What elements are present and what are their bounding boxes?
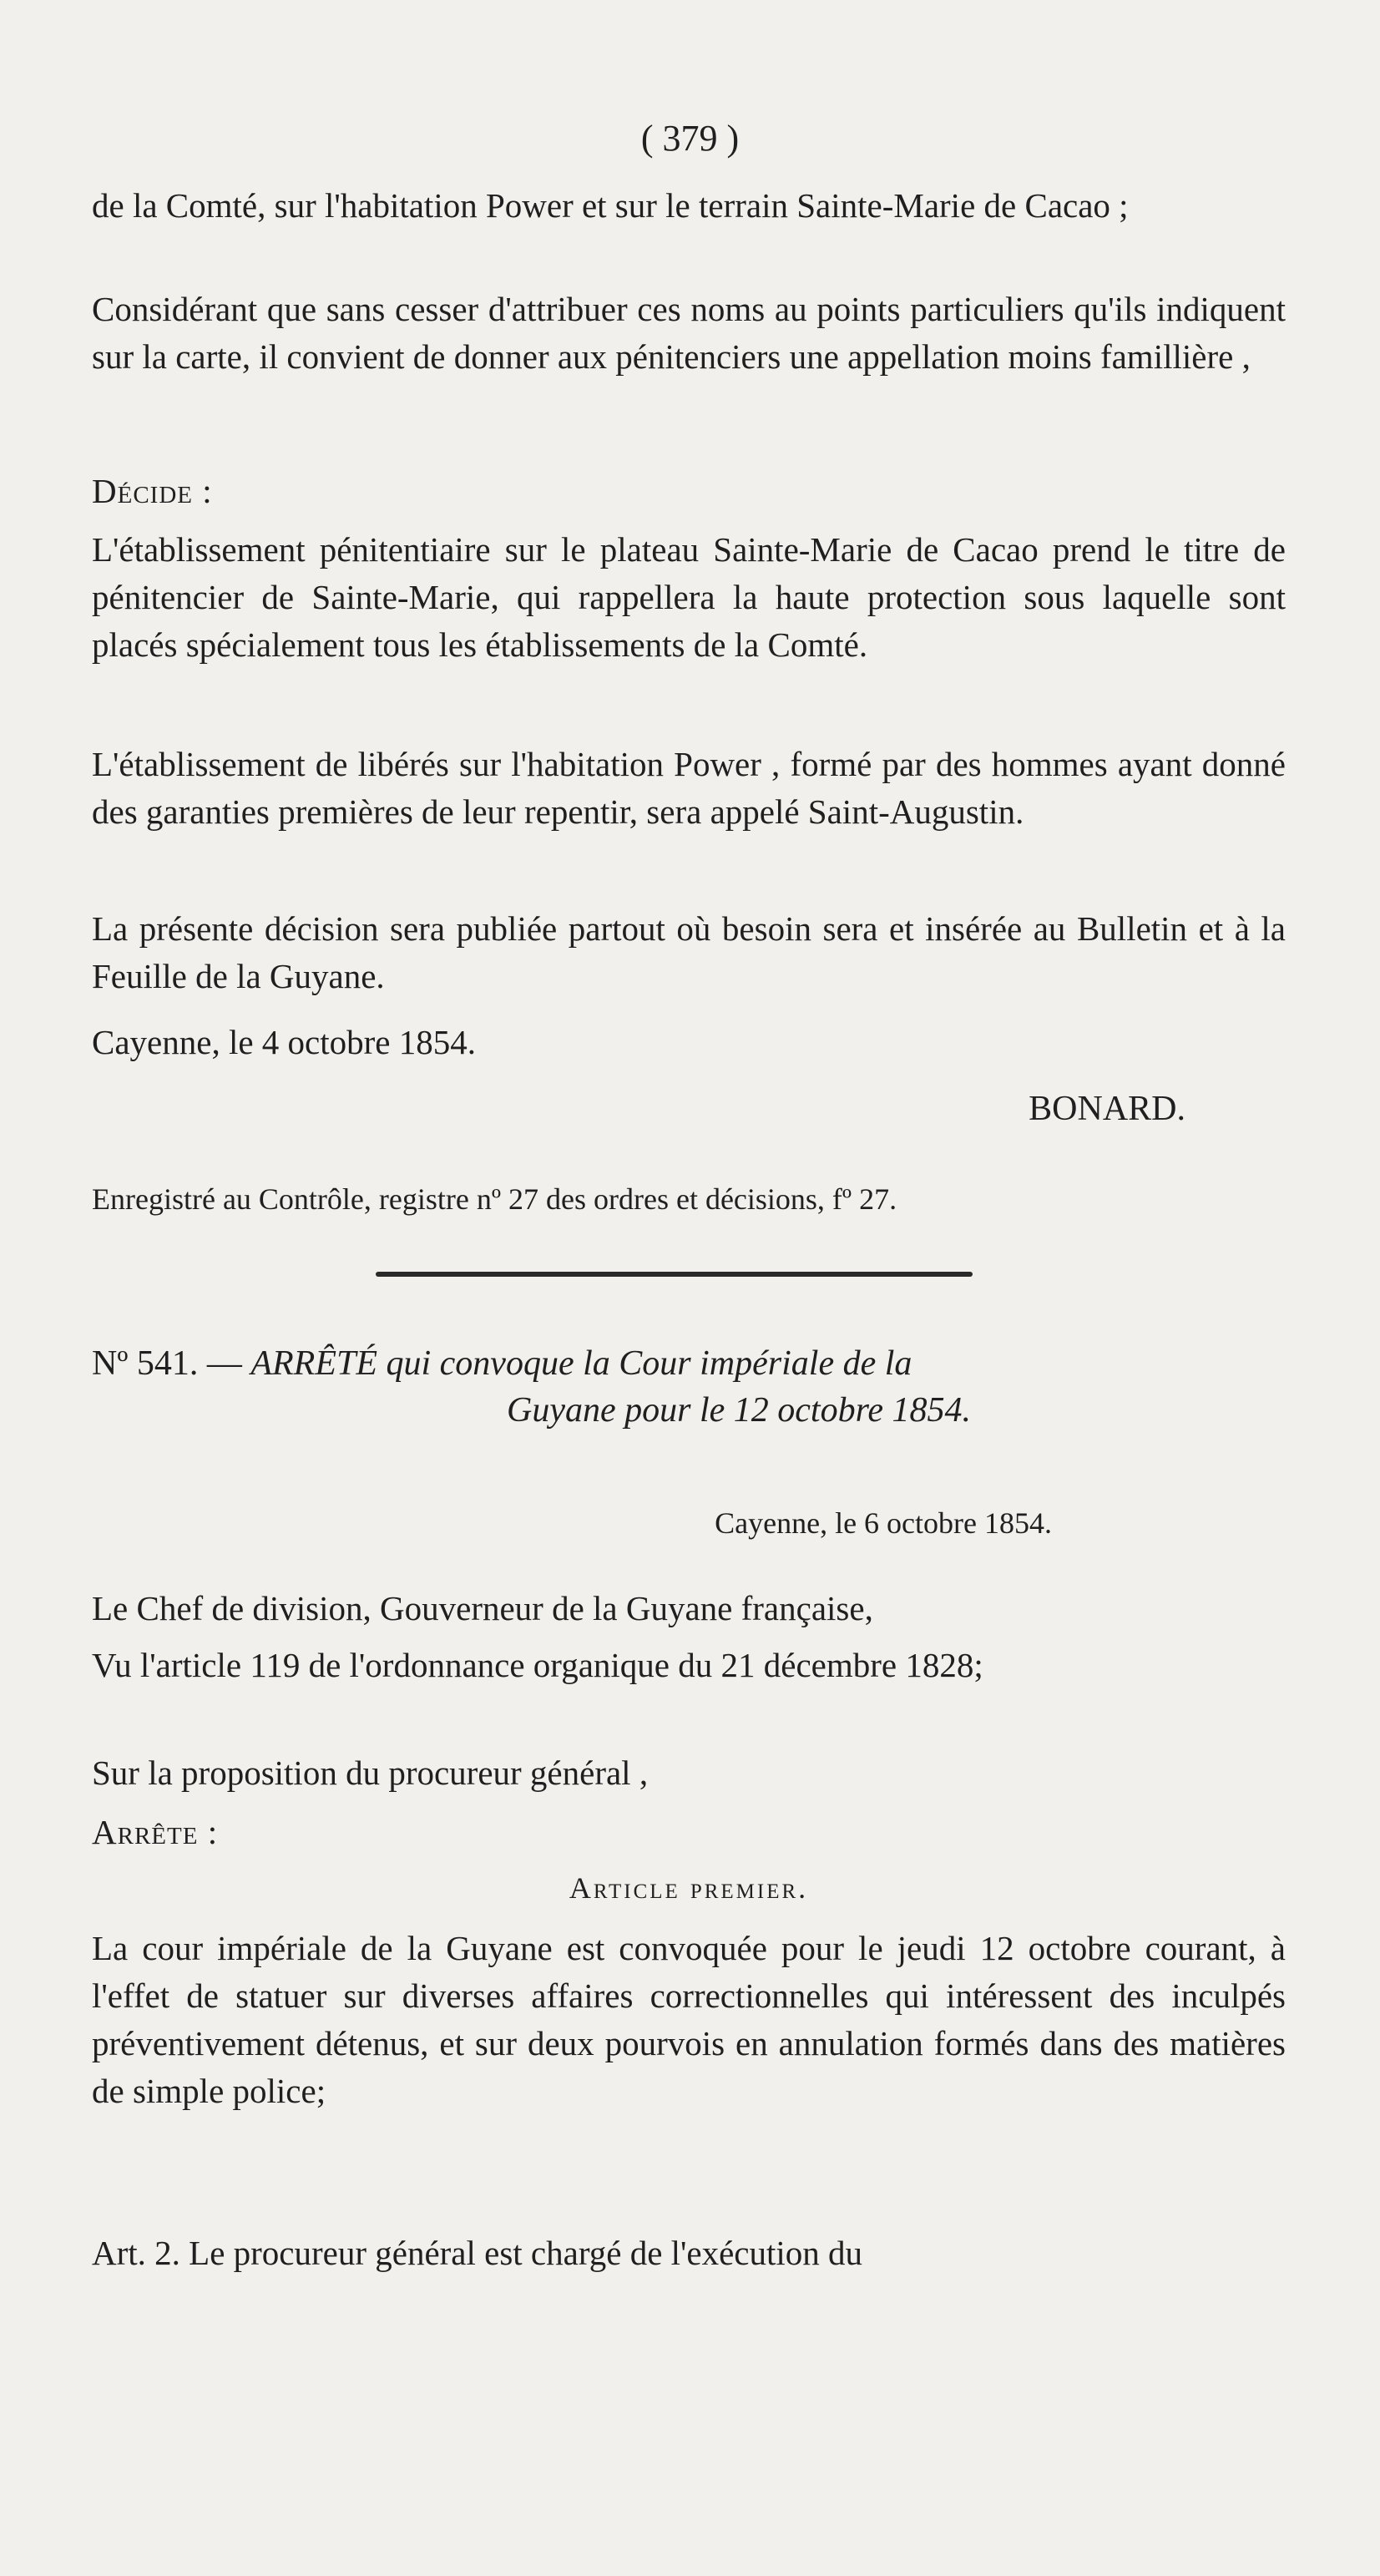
article-premier-heading: Article premier. [569,1871,809,1905]
arrete-541-heading [92,1340,1286,1434]
arrete-title-line2: Guyane pour le 12 octobre 1854. [506,1391,971,1430]
dateline-6-octobre: Cayenne, le 6 octobre 1854. [715,1506,1052,1540]
paragraph-vu-article: Vu l'article 119 de l'ordonnance organique du 21 décembre 1828; [92,1646,983,1684]
arrete-number: Nº 541. — [92,1344,242,1383]
registry-note: Enregistré au Contrôle, registre nº 27 des ordres et décisions, fº 27. [92,1182,897,1216]
paragraph-proposition: Sur la proposition du procureur général , [92,1754,649,1792]
paragraph-chef-division: Le Chef de division, Gouverneur de la Guyane française, [92,1589,873,1627]
date-cayenne-4-octobre: Cayenne, le 4 octobre 1854. [92,1023,476,1061]
paragraph-publication: La présente décision sera publiée partout où besoin sera et insérée au Bulletin et à la Feuille de la Guyane. [92,909,1286,995]
section-divider [376,1272,973,1277]
arrete-heading: Arrête : [92,1813,219,1851]
paragraph-considerant: Considérant que sans cesser d'attribuer ces noms au points particuliers qu'ils indiquent sur la carte, il convient de donner aux pénitenciers une appellation moins famillière , [92,290,1286,376]
decide-heading: Décide : [92,472,213,510]
paragraph-comte: de la Comté, sur l'habitation Power et sur le terrain Sainte-Marie de Cacao ; [92,186,1129,225]
arrete-title-line1: ARRÊTÉ qui convoque la Cour impériale de la [250,1344,912,1383]
paragraph-article-2: Art. 2. Le procureur général est chargé de l'exécution du [92,2234,863,2272]
paragraph-saint-augustin: L'établissement de libérés sur l'habitation Power , formé par des hommes ayant donné des garanties premières de leur repentir, sera appelé Saint-Augustin. [92,745,1286,831]
page-number: ( 379 ) [640,118,740,159]
paragraph-sainte-marie: L'établissement pénitentiaire sur le plateau Sainte-Marie de Cacao prend le titre de pénitencier de Sainte-Marie, qui rappellera la haute protection sous laquelle sont placés spécialement tous les établissements de la Comté. [92,530,1286,664]
paragraph-cour-imperiale: La cour impériale de la Guyane est convoquée pour le jeudi 12 octobre courant, à l'effet de statuer sur diverses affaires correctionnelles qui intéressent des inculpés préventivement détenus, et sur deux pourvois en annulation formés dans des matières de simple police; [92,1929,1286,2110]
signature-bonard: BONARD. [1029,1090,1185,1128]
